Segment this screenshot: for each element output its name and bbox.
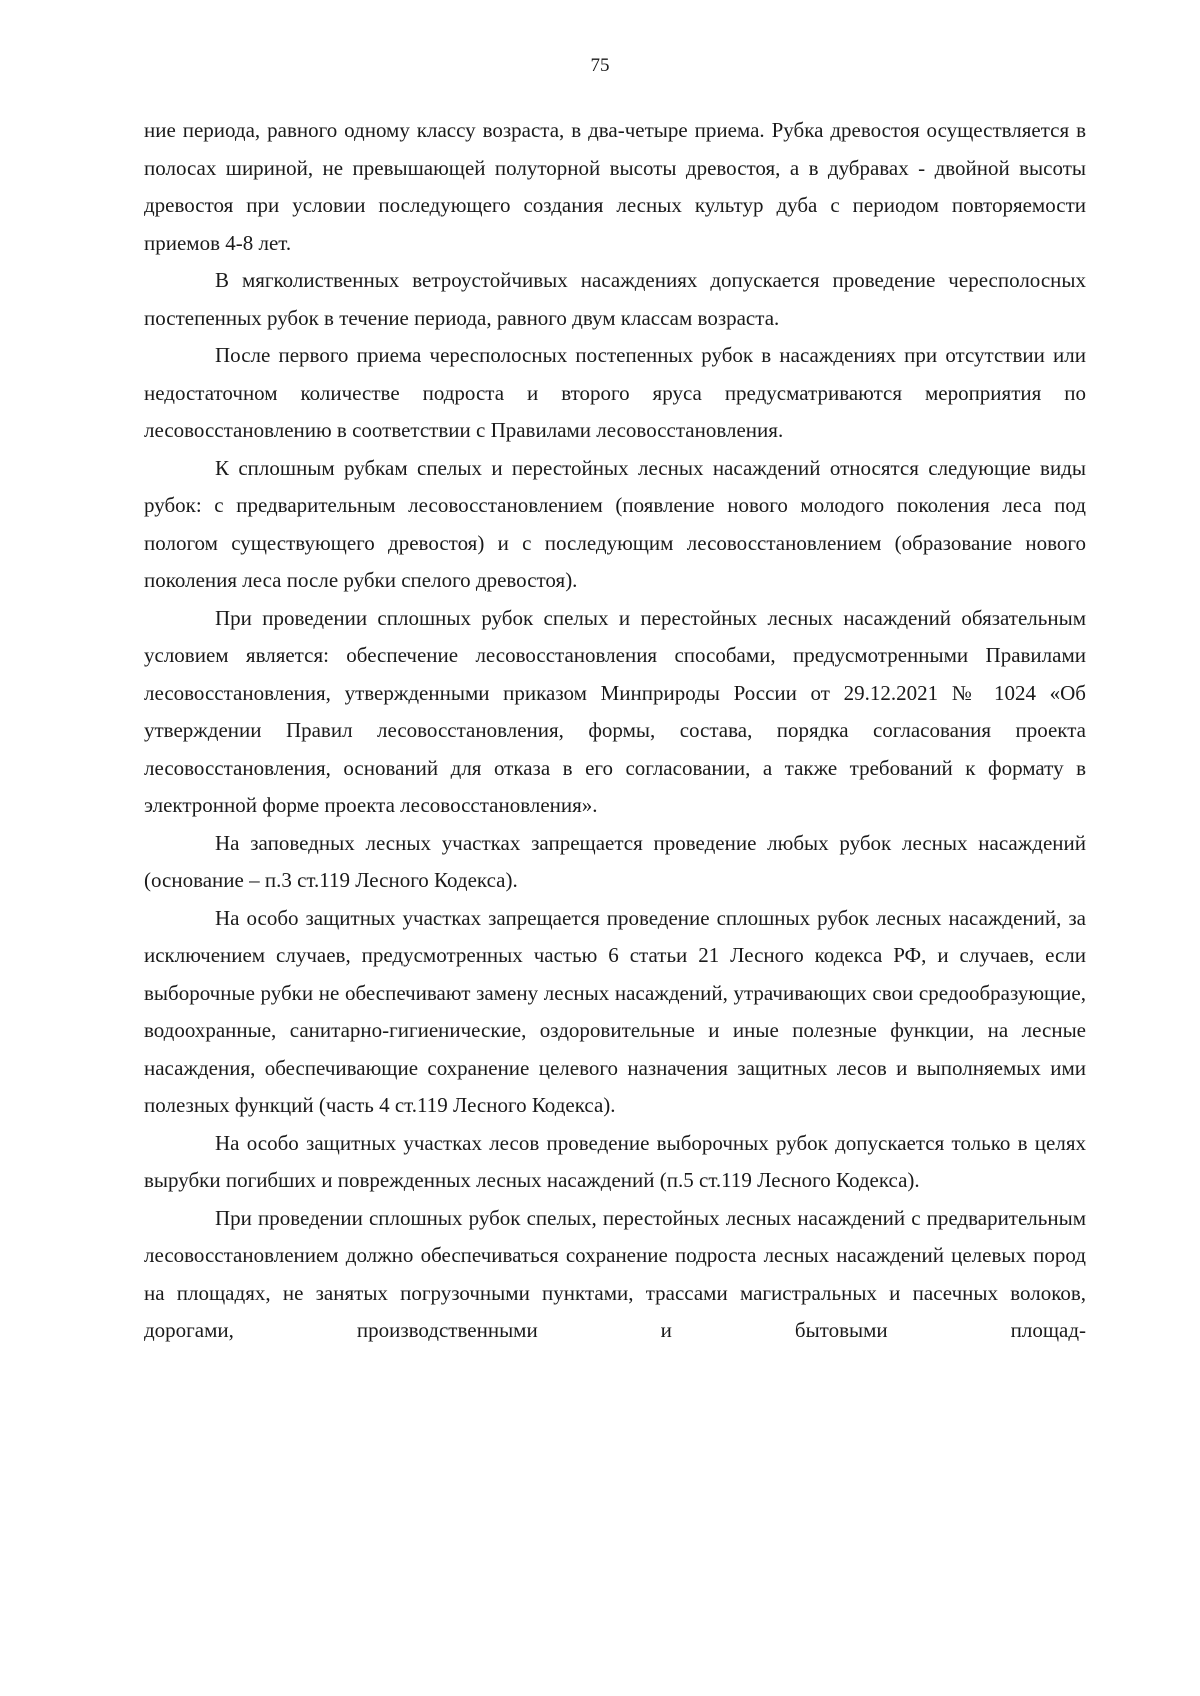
paragraph-continuation: ние периода, равного одному классу возраста, в два-четыре приема. Рубка древостоя осуществляется в полосах шириной, не превышающей полуторной высоты древостоя, а в дубравах - двойной высоты древостоя при условии последующего создания лесных культур дуба с периодом повторяемости приемов 4-8 лет. <box>144 118 1086 255</box>
paragraph-after-first-cut: После первого приема чересполосных постепенных рубок в насаждениях при отсутствии или недостаточном количестве подроста и второго яруса предусматриваются мероприятия по лесовосстановлению в соответствии с Правилами лесовосстановления. <box>144 343 1086 442</box>
page-number: 75 <box>590 55 610 76</box>
body-text <box>144 112 1086 1350</box>
paragraph-protective-areas: На особо защитных участках запрещается проведение сплошных рубок лесных насаждений, за исключением случаев, предусмотренных частью 6 статьи 21 Лесного кодекса РФ, и случаев, если выборочные рубки не обеспечивают замену лесных насаждений, утрачивающих свои средообразующие, водоохранные, санитарно-гигиенические, оздоровительные и иные полезные функции, на лесные насаждения, обеспечивающие сохранение целевого назначения защитных лесов и выполняемых ими полезных функций (часть 4 ст.119 Лесного Кодекса). <box>144 905 1086 1117</box>
paragraph-clear-cut-types: К сплошным рубкам спелых и перестойных лесных насаждений относятся следующие виды рубок: с предварительным лесовосстановлением (появление нового молодого поколения леса под пологом существующего древостоя) и с последующим лесовосстановлением (образование нового поколения леса после рубки спелого древостоя). <box>144 455 1086 592</box>
paragraph-undergrowth-preservation: При проведении сплошных рубок спелых, перестойных лесных насаждений с предварительным лесовосстановлением должно обеспечиваться сохранение подроста лесных насаждений целевых пород на площадях, не занятых погрузочными пунктами, трассами магистральных и пасечных волоков, дорогами, производственными и бытовыми площад- <box>144 1205 1086 1342</box>
paragraph-selective-cuts: На особо защитных участках лесов проведение выборочных рубок допускается только в целях вырубки погибших и поврежденных лесных насаждений (п.5 ст.119 Лесного Кодекса). <box>144 1130 1086 1192</box>
paragraph-reserved-areas: На заповедных лесных участках запрещается проведение любых рубок лесных насаждений (основание – п.3 ст.119 Лесного Кодекса). <box>144 830 1086 892</box>
paragraph-soft-leaved-stands: В мягколиственных ветроустойчивых насаждениях допускается проведение чересполосных постепенных рубок в течение периода, равного двум классам возраста. <box>144 268 1086 330</box>
paragraph-mandatory-condition: При проведении сплошных рубок спелых и перестойных лесных насаждений обязательным условием является: обеспечение лесовосстановления способами, предусмотренными Правилами лесовосстановления, утвержденными приказом Минприроды России от 29.12.2021 № 1024 «Об утверждении Правил лесовосстановления, формы, состава, порядка согласования проекта лесовосстановления, оснований для отказа в его согласовании, а также требований к формату в электронной форме проекта лесовосстановления». <box>144 605 1086 817</box>
